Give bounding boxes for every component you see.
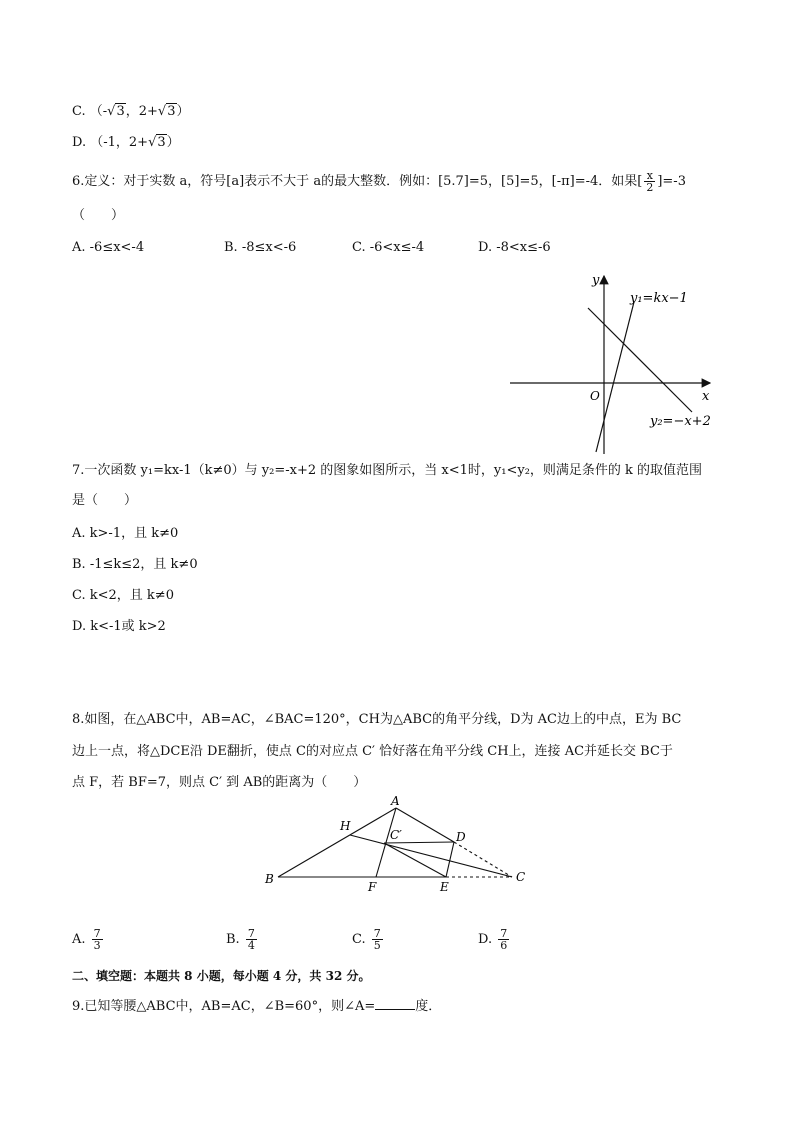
point-label-d: D	[456, 830, 466, 844]
sqrt-symbol: √3	[148, 135, 166, 150]
q7-stem-line1: 7.一次函数 y₁=kx-1（k≠0）与 y₂=-x+2 的图象如图所示，当 x<1时，y₁<y₂，则满足条件的 k 的取值范围	[72, 463, 703, 478]
q6-option-a: A. -6≤x<-4	[72, 240, 145, 255]
sqrt-symbol: √3	[107, 104, 125, 119]
sqrt-symbol: √3	[157, 104, 176, 119]
option-close: ）	[176, 104, 190, 119]
segment-de	[446, 842, 454, 877]
point-label-h: H	[340, 819, 351, 833]
fraction-numerator: x	[644, 170, 655, 182]
line-y1-label: y₁=kx−1	[630, 291, 688, 306]
point-label-a: A	[391, 795, 400, 808]
option-label: D.	[72, 135, 87, 150]
q6-stem-a: 6.定义：对于实数 a，符号[a]表示不大于 a的最大整数．例如：[5.7]=5，[5]=5，[-π]=-4．如果[	[72, 174, 643, 189]
fraction	[92, 928, 103, 951]
option-close: ）	[166, 135, 180, 150]
segment-hc	[350, 835, 512, 877]
fraction	[498, 928, 509, 951]
q6-option-c: C. -6<x≤-4	[352, 240, 425, 255]
segment-ad	[396, 808, 454, 842]
radicand: 3	[116, 104, 125, 119]
q7-stem-line2: 是（ ）	[72, 493, 138, 508]
point-label-e: E	[440, 880, 449, 894]
fraction-numerator: 7	[93, 927, 101, 940]
q5-option-d	[72, 134, 180, 152]
radicand: 3	[167, 104, 176, 119]
x-axis-label: x	[702, 389, 710, 404]
q7-option-c: C. k<2，且 k≠0	[72, 588, 174, 603]
q8-stem-line2: 边上一点，将△DCE沿 DE翻折，使点 C的对应点 C′ 恰好落在角平分线 CH上，连接 AC并延长交 BC于	[72, 744, 673, 759]
origin-label: O	[590, 389, 600, 403]
q6-option-b: B. -8≤x<-6	[224, 240, 297, 255]
q8-stem-line3: 点 F，若 BF=7，则点 C′ 到 AB的距离为（ ）	[72, 775, 367, 790]
q6-answer-paren: （ ）	[72, 208, 125, 223]
q8-figure	[260, 795, 540, 895]
fraction	[246, 928, 257, 951]
q8-option-c	[352, 928, 385, 951]
q6-stem-b: ]=-3	[657, 174, 686, 189]
answer-blank[interactable]	[375, 1009, 415, 1010]
radicand: 3	[157, 135, 166, 150]
fraction-denominator: 2	[646, 181, 654, 194]
q7-option-a: A. k>-1，且 k≠0	[72, 526, 179, 541]
point-label-c-prime: C′	[390, 828, 402, 842]
segment-dc-dashed	[454, 842, 512, 877]
q7-graph	[500, 262, 740, 462]
option-open: （-1，2+	[90, 135, 149, 150]
q6-stem	[72, 170, 686, 193]
q8-stem-line1: 8.如图，在△ABC中，AB=AC，∠BAC=120°，CH为△ABC的角平分线，D为 AC边上的中点，E为 BC	[72, 712, 682, 727]
option-open: （-	[89, 104, 108, 119]
fraction-denominator: 4	[247, 939, 255, 952]
fraction-numerator: 7	[500, 927, 508, 940]
fraction-denominator: 3	[93, 939, 101, 952]
q8-option-a	[72, 928, 105, 951]
q7-option-d: D. k<-1或 k>2	[72, 619, 166, 634]
option-label: A.	[72, 932, 86, 947]
fraction-denominator: 5	[373, 939, 381, 952]
fraction	[372, 928, 383, 951]
q5-option-c	[72, 103, 190, 121]
q8-option-b	[226, 928, 259, 951]
fraction-numerator: 7	[247, 927, 255, 940]
point-label-c: C	[516, 870, 526, 884]
line-y2-label: y₂=−x+2	[650, 414, 711, 429]
q9-stem	[72, 998, 441, 1016]
option-label: D.	[478, 932, 493, 947]
fraction-numerator: 7	[373, 927, 381, 940]
q9-stem-a: 9.已知等腰△ABC中，AB=AC，∠B=60°，则∠A=	[72, 999, 376, 1014]
q9-stem-b: 度．	[415, 999, 442, 1014]
q6-option-d: D. -8<x≤-6	[478, 240, 551, 255]
option-mid: ，2+	[125, 104, 158, 119]
point-label-f: F	[368, 880, 377, 894]
section-heading: 二、填空题：本题共 8 小题，每小题 4 分，共 32 分。	[72, 969, 371, 983]
point-label-b: B	[265, 872, 274, 886]
q7-option-b: B. -1≤k≤2，且 k≠0	[72, 557, 198, 572]
fraction-denominator: 6	[500, 939, 508, 952]
option-label: C.	[352, 932, 366, 947]
line-y1	[596, 302, 634, 452]
y-axis-label: y	[592, 273, 600, 288]
option-label: B.	[226, 932, 240, 947]
q8-option-d	[478, 928, 511, 951]
segment-cprime-e	[384, 843, 446, 877]
fraction	[644, 170, 655, 193]
option-label: C.	[72, 104, 86, 119]
segment-cprime-d	[384, 842, 454, 843]
